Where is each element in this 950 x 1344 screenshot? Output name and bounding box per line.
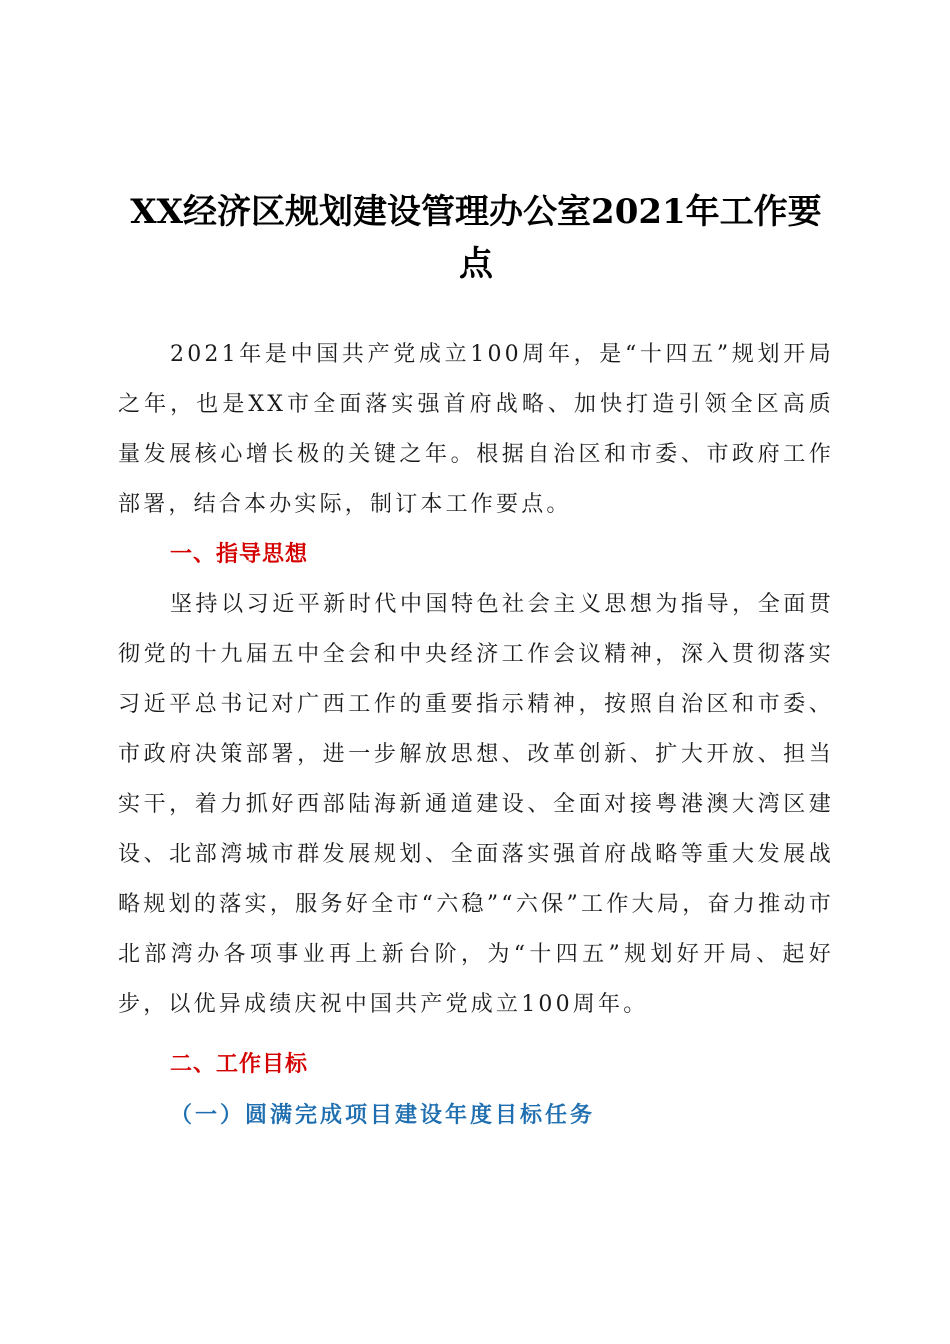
intro-paragraph: 2021年是中国共产党成立100周年，是“十四五”规划开局之年，也是XX市全面落实强首府战略、加快打造引领全区高质量发展核心增长极的关键之年。根据自治区和市委、市政府工作部署，结合本办实际，制订本工作要点。 <box>118 342 834 517</box>
subsection-heading-project-construction: （一）圆满完成项目建设年度目标任务 <box>170 1102 596 1128</box>
document-title: XX经济区规划建设管理办公室2021年工作要点 <box>130 192 822 284</box>
document-page <box>118 186 834 1140</box>
guiding-thought-paragraph: 坚持以习近平新时代中国特色社会主义思想为指导，全面贯彻党的十九届五中全会和中央经济工作会议精神，深入贯彻落实习近平总书记对广西工作的重要指示精神，按照自治区和市委、市政府决策部署，进一步解放思想、改革创新、扩大开放、担当实干，着力抓好西部陆海新通道建设、全面对接粤港澳大湾区建设、北部湾城市群发展规划、全面落实强首府战略等重大发展战略规划的落实，服务好全市“六稳”“六保”工作大局，奋力推动市北部湾办各项事业再上新台阶，为“十四五”规划好开局、起好步，以优异成绩庆祝中国共产党成立100周年。 <box>118 592 834 1017</box>
section-heading-work-goals: 二、工作目标 <box>170 1052 309 1077</box>
section-heading-guiding-thought: 一、指导思想 <box>170 542 309 567</box>
